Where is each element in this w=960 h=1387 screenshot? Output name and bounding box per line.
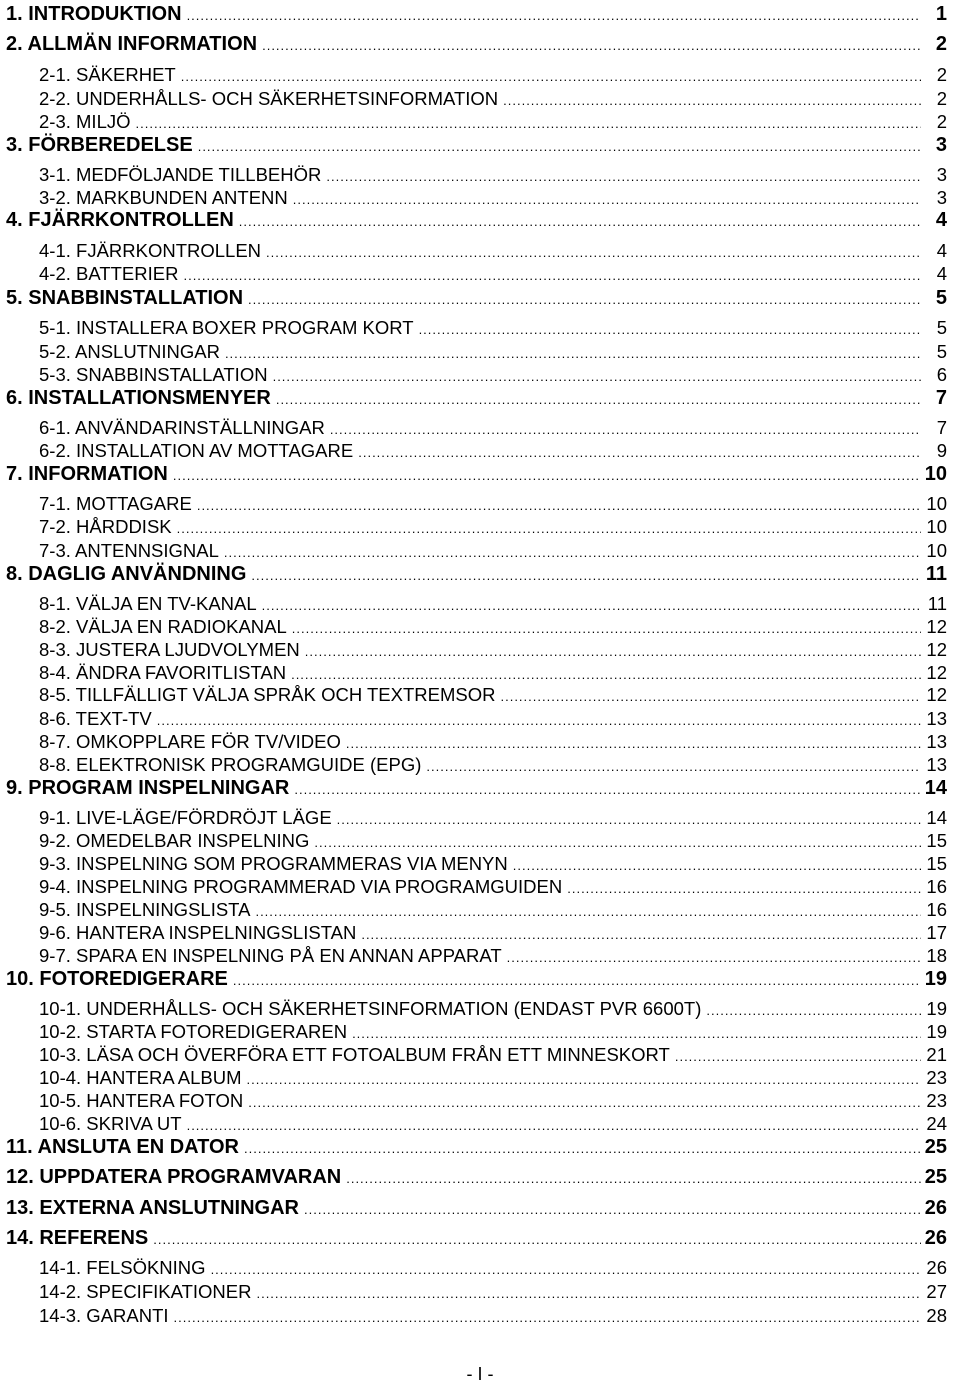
toc-entry-title: 7. INFORMATION	[6, 463, 168, 485]
toc-dot-leader	[419, 322, 921, 337]
toc-entry-page: 13	[926, 754, 947, 775]
toc-entry-page: 12	[926, 662, 947, 683]
toc-dot-leader	[181, 69, 921, 84]
toc-dot-leader	[266, 245, 921, 260]
toc-entry-page: 12	[926, 684, 947, 705]
toc-dot-leader	[233, 973, 921, 988]
toc-dot-leader	[567, 881, 921, 896]
toc-dot-leader	[706, 1003, 921, 1018]
toc-entry-page: 13	[926, 731, 947, 752]
toc-dot-leader	[251, 568, 921, 583]
toc-section-entry	[39, 684, 947, 706]
toc-dot-leader	[292, 621, 921, 636]
toc-chapter-entry	[6, 1227, 947, 1250]
page-number: - I -	[466, 1364, 494, 1384]
toc-entry-page: 4	[936, 263, 947, 284]
toc-entry-page: 14	[926, 807, 947, 828]
toc-entry-title: 9-4. INSPELNING PROGRAMMERAD VIA PROGRAMGUIDEN	[39, 876, 563, 897]
toc-chapter-entry	[6, 209, 947, 232]
toc-section-entry	[39, 1113, 947, 1135]
toc-entry-page: 2	[936, 111, 947, 132]
toc-entry-page: 26	[924, 1227, 947, 1249]
toc-entry-title: 9-5. INSPELNINGSLISTA	[39, 899, 251, 920]
toc-dot-leader	[314, 835, 921, 850]
toc-section-entry	[39, 616, 947, 638]
toc-entry-page: 12	[926, 616, 947, 637]
toc-section-entry	[39, 263, 947, 285]
toc-entry-title: 12. UPPDATERA PROGRAMVARAN	[6, 1166, 342, 1188]
toc-section-entry	[39, 540, 947, 562]
toc-entry-title: 9-1. LIVE-LÄGE/FÖRDRÖJT LÄGE	[39, 807, 332, 828]
toc-entry-page: 25	[924, 1166, 947, 1188]
toc-dot-leader	[248, 1095, 921, 1110]
toc-dot-leader	[500, 689, 921, 704]
toc-dot-leader	[187, 1118, 921, 1133]
toc-dot-leader	[507, 950, 921, 965]
toc-entry-title: 10-3. LÄSA OCH ÖVERFÖRA ETT FOTOALBUM FRÅN ETT MINNESKORT	[39, 1044, 670, 1065]
toc-entry-page: 7	[936, 417, 947, 438]
toc-entry-title: 8-1. VÄLJA EN TV-KANAL	[39, 593, 257, 614]
toc-chapter-entry	[6, 777, 947, 800]
toc-dot-leader	[248, 292, 921, 307]
toc-dot-leader	[153, 1232, 920, 1247]
toc-dot-leader	[136, 116, 922, 131]
toc-dot-leader	[326, 169, 921, 184]
toc-entry-page: 3	[935, 134, 947, 156]
toc-entry-title: 9-2. OMEDELBAR INSPELNING	[39, 830, 310, 851]
toc-entry-title: 8-5. TILLFÄLLIGT VÄLJA SPRÅK OCH TEXTREMSOR	[39, 684, 496, 705]
toc-entry-title: 7-3. ANTENNSIGNAL	[39, 540, 219, 561]
toc-entry-title: 14-2. SPECIFIKATIONER	[39, 1281, 252, 1302]
toc-entry-page: 19	[926, 998, 947, 1019]
toc-entry-page: 23	[926, 1090, 947, 1111]
toc-dot-leader	[174, 1310, 921, 1325]
toc-section-entry	[39, 1090, 947, 1112]
toc-section-entry	[39, 1067, 947, 1089]
toc-section-entry	[39, 417, 947, 439]
toc-entry-page: 16	[926, 899, 947, 920]
toc-entry-page: 24	[926, 1113, 947, 1134]
toc-chapter-entry	[6, 287, 947, 310]
toc-entry-title: 9-7. SPARA EN INSPELNING PÅ EN ANNAN APPARAT	[39, 945, 502, 966]
toc-section-entry	[39, 998, 947, 1020]
toc-entry-page: 23	[926, 1067, 947, 1088]
toc-entry-title: 11. ANSLUTA EN DATOR	[6, 1136, 239, 1158]
toc-entry-title: 6-2. INSTALLATION AV MOTTAGARE	[39, 440, 354, 461]
toc-entry-page: 28	[926, 1305, 947, 1326]
toc-entry-title: 2-3. MILJÖ	[39, 111, 131, 132]
toc-dot-leader	[247, 1072, 921, 1087]
toc-dot-leader	[239, 214, 921, 229]
toc-chapter-entry	[6, 33, 947, 56]
toc-entry-page: 18	[926, 945, 947, 966]
toc-entry-title: 8-2. VÄLJA EN RADIOKANAL	[39, 616, 287, 637]
toc-section-entry	[39, 440, 947, 462]
toc-section-entry	[39, 240, 947, 262]
toc-entry-page: 9	[936, 440, 947, 461]
toc-entry-page: 6	[936, 364, 947, 385]
toc-entry-page: 10	[926, 540, 947, 561]
toc-entry-page: 2	[936, 88, 947, 109]
toc-section-entry	[39, 731, 947, 753]
toc-entry-title: 8. DAGLIG ANVÄNDNING	[6, 563, 247, 585]
toc-section-entry	[39, 754, 947, 776]
toc-section-entry	[39, 493, 947, 515]
toc-entry-title: 4. FJÄRRKONTROLLEN	[6, 209, 234, 231]
toc-entry-page: 13	[926, 708, 947, 729]
toc-dot-leader	[157, 713, 921, 728]
toc-entry-page: 3	[936, 187, 947, 208]
toc-dot-leader	[173, 468, 921, 483]
toc-section-entry	[39, 1281, 947, 1303]
toc-section-entry	[39, 1021, 947, 1043]
toc-entry-page: 5	[935, 287, 947, 309]
toc-dot-leader	[225, 346, 921, 361]
toc-entry-title: 4-1. FJÄRRKONTROLLEN	[39, 240, 262, 261]
toc-entry-page: 5	[936, 317, 947, 338]
toc-dot-leader	[352, 1026, 921, 1041]
toc-entry-title: 9-6. HANTERA INSPELNINGSLISTAN	[39, 922, 357, 943]
toc-entry-title: 6-1. ANVÄNDARINSTÄLLNINGAR	[39, 417, 325, 438]
toc-section-entry	[39, 807, 947, 829]
toc-section-entry	[39, 853, 947, 875]
toc-dot-leader	[304, 1202, 921, 1217]
toc-entry-page: 2	[935, 33, 947, 55]
toc-entry-title: 8-4. ÄNDRA FAVORITLISTAN	[39, 662, 287, 683]
toc-section-entry	[39, 187, 947, 209]
toc-entry-title: 5-3. SNABBINSTALLATION	[39, 364, 268, 385]
toc-entry-title: 10-4. HANTERA ALBUM	[39, 1067, 242, 1088]
toc-entry-title: 10-5. HANTERA FOTON	[39, 1090, 244, 1111]
toc-dot-leader	[256, 1286, 921, 1301]
toc-section-entry	[39, 945, 947, 967]
toc-section-entry	[39, 639, 947, 661]
toc-section-entry	[39, 341, 947, 363]
toc-dot-leader	[293, 192, 921, 207]
toc-entry-page: 16	[926, 876, 947, 897]
toc-dot-leader	[346, 736, 921, 751]
toc-entry-title: 5-2. ANSLUTNINGAR	[39, 341, 220, 362]
toc-dot-leader	[426, 759, 921, 774]
toc-dot-leader	[187, 8, 921, 23]
toc-entry-title: 8-8. ELEKTRONISK PROGRAMGUIDE (EPG)	[39, 754, 422, 775]
toc-chapter-entry	[6, 968, 947, 991]
toc-chapter-entry	[6, 387, 947, 410]
toc-entry-page: 26	[924, 1197, 947, 1219]
toc-section-entry	[39, 899, 947, 921]
toc-entry-page: 19	[926, 1021, 947, 1042]
toc-entry-title: 3-1. MEDFÖLJANDE TILLBEHÖR	[39, 164, 322, 185]
toc-section-entry	[39, 662, 947, 684]
toc-section-entry	[39, 830, 947, 852]
toc-entry-title: 7-2. HÅRDDISK	[39, 516, 172, 537]
toc-entry-page: 15	[926, 830, 947, 851]
toc-entry-title: 2. ALLMÄN INFORMATION	[6, 33, 258, 55]
toc-entry-page: 4	[936, 240, 947, 261]
toc-dot-leader	[305, 644, 921, 659]
toc-chapter-entry	[6, 134, 947, 157]
toc-dot-leader	[177, 521, 921, 536]
toc-dot-leader	[503, 93, 921, 108]
toc-entry-page: 14	[924, 777, 947, 799]
toc-section-entry	[39, 317, 947, 339]
toc-section-entry	[39, 593, 947, 615]
toc-entry-page: 26	[926, 1257, 947, 1278]
toc-entry-page: 10	[926, 516, 947, 537]
toc-entry-page: 10	[924, 463, 947, 485]
toc-entry-title: 14-3. GARANTI	[39, 1305, 169, 1326]
toc-entry-title: 6. INSTALLATIONSMENYER	[6, 387, 271, 409]
toc-entry-title: 9. PROGRAM INSPELNINGAR	[6, 777, 290, 799]
toc-section-entry	[39, 708, 947, 730]
toc-dot-leader	[244, 1141, 921, 1156]
toc-entry-page: 19	[924, 968, 947, 990]
toc-dot-leader	[262, 598, 921, 613]
toc-dot-leader	[273, 369, 921, 384]
toc-entry-title: 8-6. TEXT-TV	[39, 708, 152, 729]
toc-chapter-entry	[6, 563, 947, 586]
toc-entry-page: 17	[926, 922, 947, 943]
toc-chapter-entry	[6, 1166, 947, 1189]
toc-section-entry	[39, 922, 947, 944]
toc-chapter-entry	[6, 463, 947, 486]
toc-section-entry	[39, 88, 947, 110]
toc-entry-page: 27	[926, 1281, 947, 1302]
toc-entry-page: 4	[935, 209, 947, 231]
toc-entry-title: 7-1. MOTTAGARE	[39, 493, 192, 514]
toc-section-entry	[39, 1305, 947, 1327]
toc-dot-leader	[361, 927, 921, 942]
toc-section-entry	[39, 364, 947, 386]
toc-entry-title: 13. EXTERNA ANSLUTNINGAR	[6, 1197, 299, 1219]
toc-section-entry	[39, 1257, 947, 1279]
toc-dot-leader	[197, 498, 921, 513]
toc-entry-title: 5. SNABBINSTALLATION	[6, 287, 244, 309]
toc-dot-leader	[294, 782, 920, 797]
toc-entry-title: 4-2. BATTERIER	[39, 263, 179, 284]
toc-chapter-entry	[6, 3, 947, 26]
toc-entry-title: 10-2. STARTA FOTOREDIGERAREN	[39, 1021, 348, 1042]
toc-section-entry	[39, 1044, 947, 1066]
toc-chapter-entry	[6, 1136, 947, 1159]
toc-dot-leader	[346, 1171, 921, 1186]
toc-entry-title: 3. FÖRBEREDELSE	[6, 134, 193, 156]
toc-entry-page: 21	[926, 1044, 947, 1065]
toc-dot-leader	[255, 904, 921, 919]
toc-entry-title: 10. FOTOREDIGERARE	[6, 968, 228, 990]
toc-entry-page: 1	[935, 3, 947, 25]
toc-entry-page: 15	[926, 853, 947, 874]
toc-entry-title: 3-2. MARKBUNDEN ANTENN	[39, 187, 288, 208]
toc-dot-leader	[513, 858, 921, 873]
toc-dot-leader	[291, 667, 921, 682]
toc-entry-page: 3	[936, 164, 947, 185]
toc-entry-title: 14. REFERENS	[6, 1227, 149, 1249]
toc-entry-page: 25	[924, 1136, 947, 1158]
toc-entry-title: 10-1. UNDERHÅLLS- OCH SÄKERHETSINFORMATION (ENDAST PVR 6600T)	[39, 998, 702, 1019]
toc-dot-leader	[330, 422, 921, 437]
toc-section-entry	[39, 876, 947, 898]
toc-entry-title: 8-3. JUSTERA LJUDVOLYMEN	[39, 639, 300, 660]
toc-entry-page: 11	[927, 593, 947, 614]
toc-dot-leader	[358, 445, 921, 460]
toc-entry-page: 10	[926, 493, 947, 514]
toc-chapter-entry	[6, 1197, 947, 1220]
toc-section-entry	[39, 111, 947, 133]
toc-entry-title: 8-7. OMKOPPLARE FÖR TV/VIDEO	[39, 731, 341, 752]
toc-entry-title: 14-1. FELSÖKNING	[39, 1257, 206, 1278]
toc-entry-page: 2	[936, 64, 947, 85]
toc-entry-page: 7	[935, 387, 947, 409]
toc-entry-title: 2-1. SÄKERHET	[39, 64, 176, 85]
toc-entry-page: 5	[936, 341, 947, 362]
toc-section-entry	[39, 64, 947, 86]
toc-dot-leader	[183, 268, 921, 283]
toc-dot-leader	[276, 392, 921, 407]
toc-dot-leader	[337, 812, 921, 827]
toc-entry-title: 5-1. INSTALLERA BOXER PROGRAM KORT	[39, 317, 414, 338]
toc-section-entry	[39, 164, 947, 186]
toc-entry-title: 9-3. INSPELNING SOM PROGRAMMERAS VIA MENYN	[39, 853, 508, 874]
toc-dot-leader	[675, 1049, 921, 1064]
toc-dot-leader	[262, 38, 921, 53]
toc-entry-title: 10-6. SKRIVA UT	[39, 1113, 182, 1134]
toc-entry-title: 2-2. UNDERHÅLLS- OCH SÄKERHETSINFORMATION	[39, 88, 499, 109]
toc-dot-leader	[198, 139, 921, 154]
toc-entry-page: 12	[926, 639, 947, 660]
toc-entry-title: 1. INTRODUKTION	[6, 3, 182, 25]
toc-dot-leader	[224, 545, 921, 560]
toc-section-entry	[39, 516, 947, 538]
toc-dot-leader	[211, 1262, 921, 1277]
toc-entry-page: 11	[925, 563, 947, 585]
